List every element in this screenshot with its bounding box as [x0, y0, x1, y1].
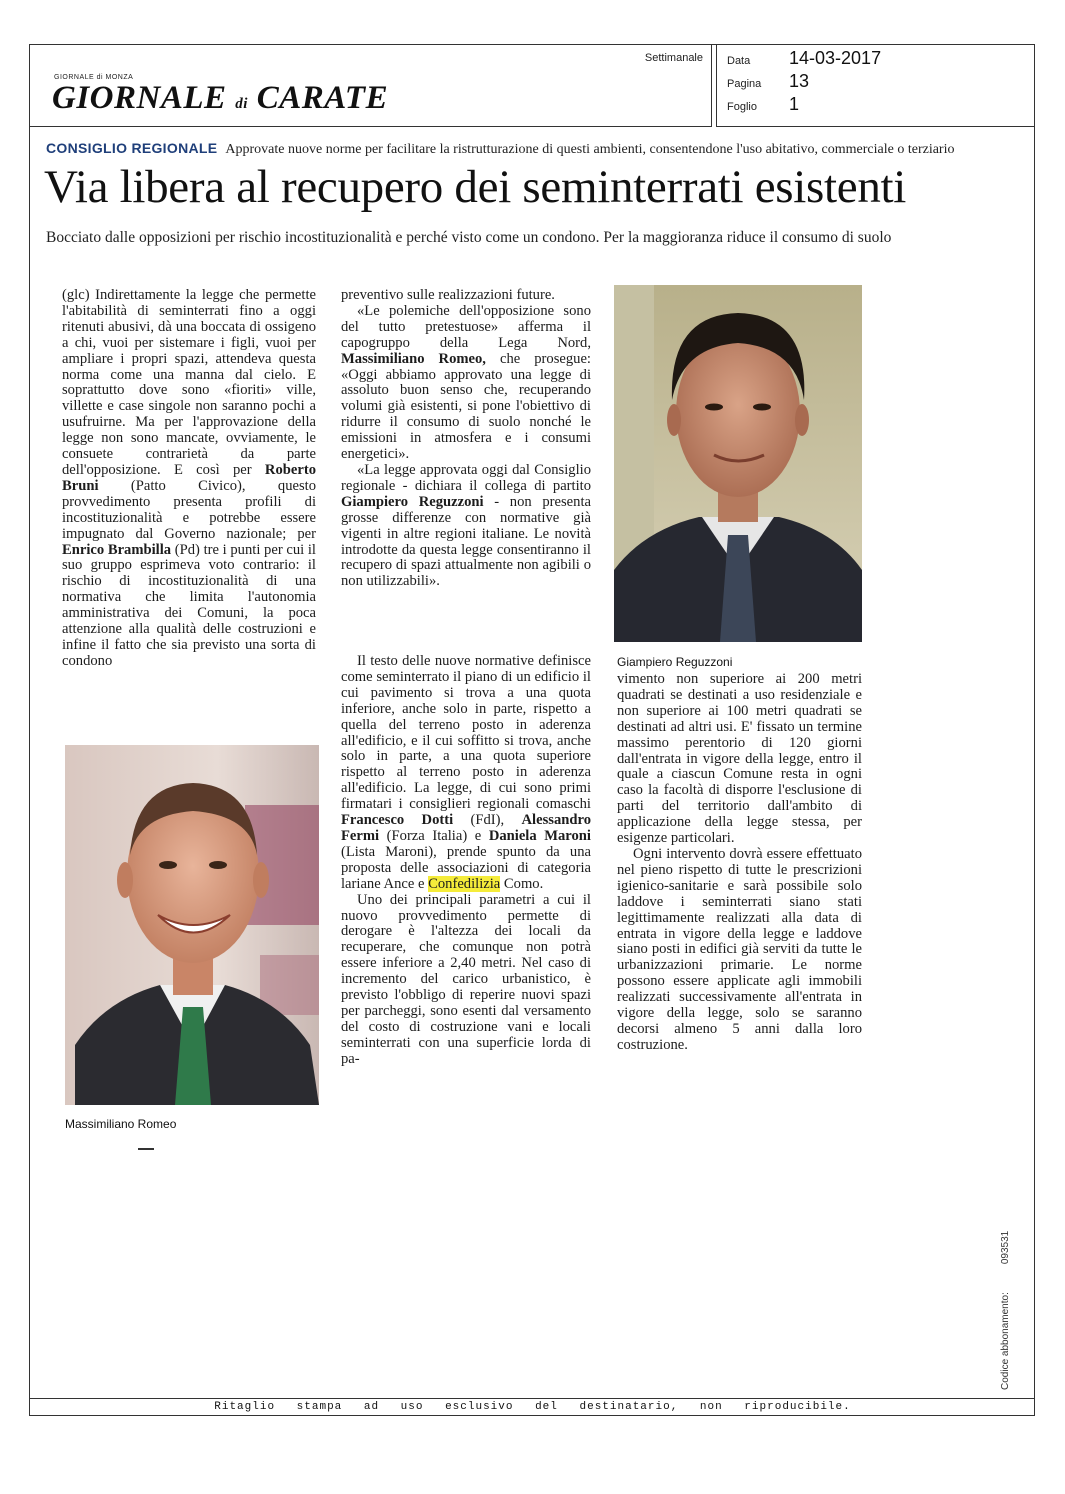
- name-enrico-brambilla: Enrico Brambilla: [62, 541, 172, 558]
- article-column-1: [62, 288, 316, 670]
- col2-paragraph-4: [341, 654, 591, 893]
- col1-text-a: (glc) Indirettamente la legge che permette l'abitabilità di seminterrati fino a oggi ritenuti abusivi, dà una boccata di ossigeno a chi, vuoi per sistemare i figli, vuoi per ampliare i propri spazi, attendeva questa norma come una manna dal cielo. E soprattutto dove sono «fioriti» ville, villette e case singole non saranno pochi a usufruirne. Ma per l'approvazione della legge non sono mancate, ovviamente, le consuete contrarietà da parte dell'opposizione. E così per: [62, 287, 316, 478]
- portrait-reguzzoni-image: [614, 285, 862, 642]
- portrait-romeo-image: [65, 745, 319, 1105]
- date-label: Data: [727, 55, 751, 67]
- name-alessandro-fermi: Alessandro Fermi: [341, 812, 591, 844]
- masthead-small-logo: GIORNALE di MONZA: [54, 74, 134, 81]
- article-column-2-lower: [341, 654, 591, 1068]
- article-subhead: Bocciato dalle opposizioni per rischio incostituzionalità e perché visto come un condono. Per la maggioranza riduce il consumo di suolo: [46, 229, 892, 246]
- sheet-label: Foglio: [727, 101, 757, 113]
- col2-paragraph-2: [341, 304, 591, 463]
- col2-text-3a: «La legge approvata oggi dal Consiglio regionale - dichiara il collega di partito: [341, 461, 591, 494]
- col1-text-c: (Pd) tre i punti per cui il suo gruppo esprimeva voto contrario: il rischio di incostituzionalità di una normativa che limita l'autonomia amministrativa dei Comuni, la poca attenzione alla qualità delle costruzioni e infine il fatto che sia previsto una sorta di condono: [62, 541, 316, 669]
- col3-paragraph-2: Ogni intervento dovrà essere effettuato nel pieno rispetto di tutte le prescrizioni igienico-sanitarie e sarà possibile solo laddove i seminterrati siano stati legittimamente realizzati alla data di entrata in vigore della legge e laddove siano posti in edifici già serviti da tutte le urbanizzazioni primarie. Le norme possono essere applicate agli immobili realizzati successivamente all'entrata in vigore della legge, solo se saranno decorsi almeno 5 anni dalla loro costruzione.: [617, 845, 862, 1053]
- name-roberto-bruni: Roberto Bruni: [62, 461, 316, 494]
- col2-text-4: Il testo delle nuove normative definisce come seminterrato il piano di un edificio il cui pavimento si trova a una quota inferiore, anche solo in parte, rispetto a quella del terreno posto in aderenza all'edificio, e il cui soffitto si trova, anche solo in parte, a una quota superiore rispetto al terreno posto in aderenza all'edificio. La legge, di cui sono primi firmatari i consiglieri regionali comaschi: [341, 653, 591, 813]
- article-kicker: [46, 140, 954, 158]
- col2-text-4e: Como.: [503, 875, 544, 892]
- col2-text-2b: che prosegue: «Oggi abbiamo approvato una legge di assoluto buon senso che, recuperando volumi già esistenti, si pone l'obiettivo di ridurre il consumo di suolo nonché le emissioni in atmosfera e i consumi energetici».: [341, 350, 591, 463]
- kicker-text: Approvate nuove norme per facilitare la ristrutturazione di questi ambienti, consentendone l'uso abitativo, commerciale o terziario: [225, 142, 955, 157]
- photo-massimiliano-romeo: [65, 745, 319, 1105]
- caption-divider: [138, 1148, 154, 1150]
- col3-paragraph-1: vimento non superiore ai 200 metri quadrati se destinati a uso residenziale e non superiore ai 100 metri quadrati se destinati ad altri usi. E' fissato un termine massimo perentorio di 120 giorni dall'entrata in vigore della legge, entro il quale a ciascun Comune resta in ogni caso la facoltà di disporre l'esclusione di parti del territorio dall'ambito di applicazione della legge stessa, per esigenze particolari.: [617, 671, 862, 847]
- masthead: [30, 44, 712, 127]
- caption-reguzzoni: Giampiero Reguzzoni: [617, 655, 733, 669]
- masthead-title-b: CARATE: [256, 80, 389, 116]
- col2-text-2a: «Le polemiche dell'opposizione sono del tutto pretestuose» afferma il capogruppo della Lega Nord,: [341, 302, 591, 351]
- code-label: Codice abbonamento:: [1000, 1292, 1011, 1390]
- col2-paragraph-1: preventivo sulle realizzazioni future.: [341, 287, 555, 303]
- name-massimiliano-romeo: Massimiliano Romeo,: [341, 350, 486, 367]
- col2-text-3b: - non presenta grosse differenze con normative già vigenti in altre regioni italiane. Le novità introdotte da questa legge consentiranno il recupero di spazi attualmente non agibili o non utilizzabili».: [341, 493, 591, 590]
- footer-disclaimer: Ritaglio stampa ad uso esclusivo del destinatario, non riproducibile.: [30, 1398, 1035, 1416]
- caption-romeo: Massimiliano Romeo: [65, 1117, 177, 1131]
- date-row: [727, 48, 881, 69]
- col2-paragraph-5: Uno dei principali parametri a cui il nuovo provvedimento permette di derogare è l'altezza dei locali da recuperare, che comunque non potrà essere inferiore a 2,40 metri. Nel caso di incremento del carico urbanistico, è previsto l'obbligo di reperire nuovi spazi per parcheggi, sono esenti dal versamento del costo di costruzione vani e locali seminterrati con una superficie lorda di pa-: [341, 891, 591, 1067]
- masthead-title-a: GIORNALE: [52, 80, 227, 116]
- page-value: 13: [789, 71, 810, 91]
- masthead-title-di: di: [235, 96, 248, 112]
- sheet-row: [727, 94, 799, 115]
- sheet-value: 1: [789, 94, 800, 114]
- code-value: 093531: [1000, 1230, 1011, 1265]
- col1-text-b: (Patto Civico), questo provvedimento presenta profili di incostituzionalità e potrebbe essere impugnato dal Governo nazionale; per: [62, 477, 316, 542]
- page-label: Pagina: [727, 78, 762, 90]
- col2-text-4d: (Lista Maroni), prende spunto da una proposta delle associazioni di categoria lariane Ance e: [341, 843, 591, 892]
- date-value: 14-03-2017: [789, 48, 882, 68]
- name-daniela-maroni: Daniela Maroni: [488, 827, 591, 844]
- page-row: [727, 71, 809, 92]
- name-giampiero-reguzzoni: Giampiero Reguzzoni: [341, 493, 484, 510]
- highlight-confedilizia: Confedilizia: [428, 875, 501, 892]
- article-column-3: [617, 672, 862, 1054]
- col2-paragraph-3: [341, 463, 591, 590]
- col2-text-4c: (Forza Italia) e: [386, 827, 482, 844]
- name-francesco-dotti: Francesco Dotti: [341, 812, 454, 829]
- article-column-2: [341, 288, 591, 590]
- col1-paragraph: [62, 288, 316, 670]
- subscription-code: [1000, 1230, 1065, 1390]
- publication-info: [716, 44, 1035, 127]
- kicker-section: CONSIGLIO REGIONALE: [46, 140, 218, 156]
- photo-giampiero-reguzzoni: [614, 285, 862, 642]
- publication-frequency: Settimanale: [644, 52, 703, 64]
- article-headline: Via libera al recupero dei seminterrati esistenti: [44, 161, 907, 213]
- col2-text-4b: (FdI),: [470, 812, 505, 829]
- masthead-logo: [52, 80, 388, 117]
